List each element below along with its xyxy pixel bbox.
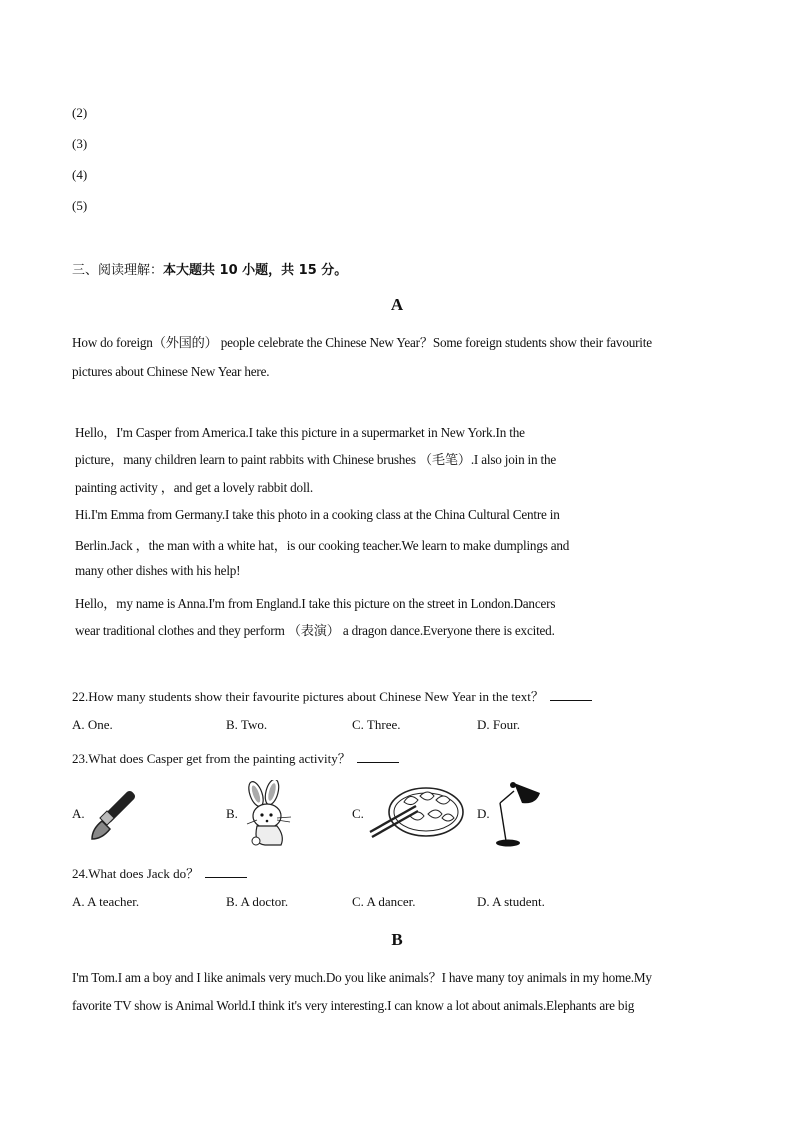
question-22-answer-blank[interactable]	[550, 690, 592, 701]
answer-number-2: (2)	[72, 105, 88, 120]
rabbit-image[interactable]	[243, 780, 299, 848]
question-24-text: What does Jack do？	[88, 866, 200, 881]
question-24-number: 24.	[72, 866, 89, 881]
question-22-option-d[interactable]: D. Four.	[477, 717, 520, 732]
section-prefix: 三、阅读理解：	[72, 263, 164, 278]
question-23-text: What does Casper get from the painting activity？	[88, 751, 351, 766]
passage-a-intro-line-2: pictures about Chinese New Year here.	[72, 364, 270, 379]
section-title: 本大题共 10 小题，共 15 分。	[163, 263, 348, 278]
question-22-text: How many students show their favourite pictures about Chinese New Year in the text？	[88, 689, 544, 704]
passage-b-line-1: I'm Tom.I am a boy and I like animals very much.Do you like animals？I have many toy animals in my home.My	[72, 970, 652, 985]
casper-text-line-2: picture，many children learn to paint rabbits with Chinese brushes （毛笔）.I also join in the	[75, 452, 557, 467]
question-23-option-d[interactable]: D.	[477, 806, 490, 821]
question-23-option-b[interactable]: B.	[226, 806, 238, 821]
passage-b-line-2: favorite TV show is Animal World.I think it's very interesting.I can know a lot about animals.Elephants are big	[72, 998, 635, 1013]
question-24-answer-blank[interactable]	[205, 867, 247, 878]
dumplings-image[interactable]	[368, 784, 468, 842]
emma-text-line-2: Berlin.Jack ，the man with a white hat，is our cooking teacher.We learn to make dumplings and	[75, 538, 570, 553]
anna-text-line-1: Hello，my name is Anna.I'm from England.I take this picture on the street in London.Dancers	[75, 596, 556, 611]
question-22-option-b[interactable]: B. Two.	[226, 717, 268, 732]
answer-number-3: (3)	[72, 136, 88, 151]
casper-text-line-3: painting activity ，and get a lovely rabbit doll.	[75, 480, 313, 495]
question-23-number: 23.	[72, 751, 89, 766]
question-24-option-a[interactable]: A. A teacher.	[72, 894, 140, 909]
question-24-option-d[interactable]: D. A student.	[477, 894, 545, 909]
emma-text-line-1: Hi.I'm Emma from Germany.I take this photo in a cooking class at the China Cultural Centre in	[75, 507, 560, 522]
desk-lamp-image[interactable]	[492, 779, 542, 849]
question-22	[72, 686, 592, 705]
paintbrush-image[interactable]	[88, 783, 152, 843]
anna-text-line-2: wear traditional clothes and they perform （表演） a dragon dance.Everyone there is excited.	[75, 623, 555, 638]
question-23-answer-blank[interactable]	[357, 752, 399, 763]
question-23-option-c[interactable]: C.	[352, 806, 364, 821]
answer-number-5: (5)	[72, 198, 88, 213]
passage-a-heading: A	[390, 295, 404, 314]
casper-text-line-1: Hello，I'm Casper from America.I take this picture in a supermarket in New York.In the	[75, 425, 525, 440]
question-22-option-a[interactable]: A. One.	[72, 717, 113, 732]
answer-number-4: (4)	[72, 167, 88, 182]
question-22-option-c[interactable]: C. Three.	[352, 717, 401, 732]
question-23	[72, 748, 399, 767]
passage-a-intro-line-1: How do foreign（外国的） people celebrate the Chinese New Year？Some foreign students show their favourite	[72, 335, 652, 350]
emma-text-line-3: many other dishes with his help!	[75, 563, 241, 578]
section-heading	[72, 259, 347, 278]
question-23-option-a[interactable]: A.	[72, 806, 85, 821]
question-24	[72, 863, 247, 882]
question-22-number: 22.	[72, 689, 89, 704]
question-24-option-b[interactable]: B. A doctor.	[226, 894, 289, 909]
passage-b-heading: B	[391, 930, 403, 949]
question-24-option-c[interactable]: C. A dancer.	[352, 894, 416, 909]
